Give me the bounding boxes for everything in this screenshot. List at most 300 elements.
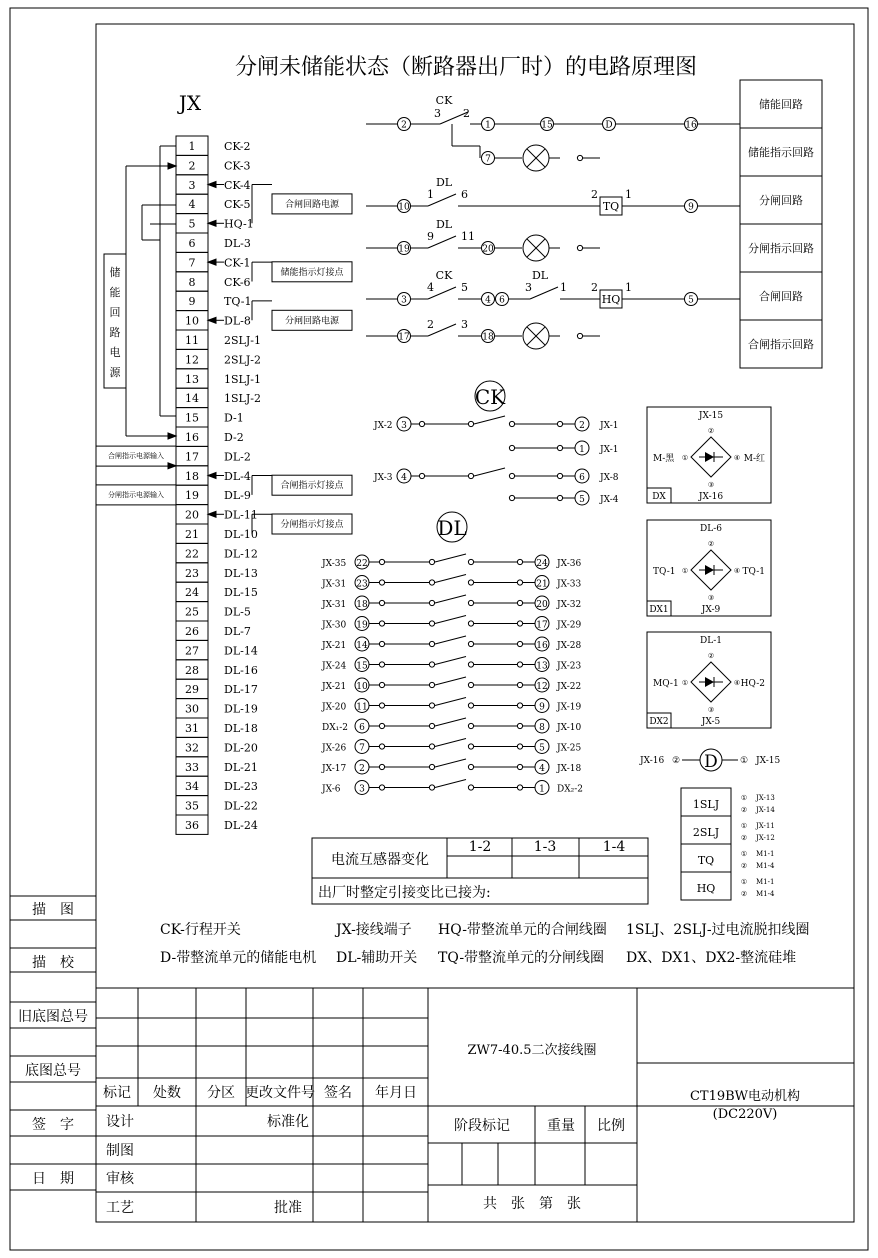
jx-terminal-label: CK-4 [224, 178, 251, 192]
bridge-pin: ④ [733, 679, 741, 687]
jx-terminal-number: 32 [185, 741, 199, 755]
contact-point [577, 245, 582, 250]
contact-point [557, 445, 562, 450]
contact-point [379, 600, 384, 605]
bridge-bottom-label: JX-9 [701, 605, 721, 615]
bridge-tag: DX1 [649, 605, 669, 615]
tb-approve: 批准 [274, 1200, 302, 1216]
frame [10, 8, 868, 1250]
tb-standard: 标准化 [267, 1114, 309, 1130]
label: 1 [625, 188, 632, 201]
tb-review: 审核 [106, 1171, 134, 1187]
jx-terminal-label: DL-21 [224, 760, 258, 774]
jx-terminal-label: DL-9 [224, 489, 251, 503]
label: 2 [591, 281, 598, 294]
jx-label: JX [178, 91, 202, 115]
jx-terminal-number: 11 [185, 334, 199, 347]
label: DL [435, 218, 453, 231]
terminal-node-label: 2 [401, 120, 407, 131]
tb-stage: 阶段标记 [454, 1118, 510, 1134]
ct-note: 出厂时整定引接变比已接为: [318, 885, 491, 901]
jx-terminal-number: 4 [188, 198, 196, 212]
dl-row-right-label: JX-28 [557, 641, 582, 651]
terminal-node-label: 10 [398, 202, 410, 213]
switch-blade [435, 677, 466, 685]
jx-terminal-label: DL-4 [224, 469, 251, 483]
dl-left-node-label: 18 [356, 600, 368, 610]
label: DL [531, 269, 549, 282]
contact-point [429, 682, 434, 687]
circuit-right-label: 合闸回路 [759, 290, 803, 303]
bridge-top-label: DL-1 [700, 636, 722, 646]
jx-terminal-number: 14 [185, 392, 199, 406]
ck-switch-label: CK [474, 385, 506, 409]
side-label-strip [10, 896, 96, 1190]
terminal-node-label: 5 [688, 295, 694, 306]
dl-row-right-label: JX-29 [557, 620, 582, 631]
ck-row-right-label: JX-1 [600, 445, 619, 455]
contact-point [468, 764, 473, 769]
jx-terminal-number: 26 [185, 625, 199, 638]
tb-header-zone: 分区 [207, 1085, 235, 1101]
ck-row-right-label: JX-1 [600, 421, 619, 431]
dl-right-node-label: 21 [536, 579, 548, 590]
bridge-left-label: MQ-1 [653, 679, 679, 689]
jx-terminal-number: 12 [185, 353, 199, 367]
bridge-top-label: JX-15 [698, 411, 724, 421]
terminal-node-label: 6 [499, 295, 505, 306]
motor-right-label: JX-15 [756, 756, 781, 766]
ck-right-node-label: 5 [579, 495, 585, 505]
terminal-node-label: 19 [398, 244, 410, 255]
relay-name: TQ [697, 854, 715, 867]
switch-blade [530, 287, 558, 299]
jx-terminal-number: 28 [185, 663, 199, 677]
legend [160, 921, 810, 966]
label: 5 [461, 281, 468, 294]
jx-terminal-label: CK-5 [224, 198, 251, 212]
label: 2 [591, 188, 598, 201]
label: TQ [602, 200, 620, 213]
contact-point [509, 495, 514, 500]
terminal-node-label: 4 [485, 295, 491, 306]
jx-terminal-number: 29 [185, 683, 199, 697]
drawing-title: 分闸未储能状态（断路器出厂时）的电路原理图 [234, 55, 698, 80]
dl-switch-label: DL [437, 516, 467, 540]
contact-point [468, 559, 473, 564]
dl-right-node-label: 9 [539, 702, 545, 713]
switch-blade [435, 636, 466, 644]
circuit-right-label: 储能指示回路 [748, 146, 814, 159]
dl-left-node-label: 19 [356, 620, 368, 631]
jx-terminal-label: DL-12 [224, 547, 258, 561]
bridge-pin: ③ [707, 481, 715, 489]
contact-point [429, 662, 434, 667]
title-block [96, 988, 854, 1222]
contact-point [379, 723, 384, 728]
jx-note-text: 储能指示灯接点 [280, 267, 344, 278]
label: CK [435, 94, 453, 107]
jx-terminal-number: 30 [185, 702, 199, 716]
contact-point [557, 473, 562, 478]
jx-terminal-number: 33 [185, 760, 199, 774]
jx-terminal-label: DL-3 [224, 237, 251, 250]
dl-row-right-label: JX-22 [557, 682, 582, 692]
bridge-right-label: M-红 [743, 454, 765, 464]
bridge-right-label: HQ-2 [740, 679, 765, 689]
tb-drawing-name: ZW7-40.5二次接线圈 [467, 1043, 597, 1058]
dl-row-left-label: JX-35 [322, 559, 347, 569]
switch-blade [435, 554, 466, 562]
wire-arrow [168, 163, 176, 169]
dl-right-node-label: 1 [539, 784, 545, 795]
jx-terminal-label: DL-15 [224, 586, 258, 600]
contact-point [517, 662, 522, 667]
jx-note-text: 分闸回路电源 [284, 316, 340, 327]
ck-row-left-label: JX-3 [374, 473, 393, 483]
contact-point [429, 641, 434, 646]
rectifier-bridges [647, 407, 771, 728]
tb-header-change: 更改文件号 [245, 1085, 315, 1101]
contact-point [517, 600, 522, 605]
jx-terminal-number: 8 [188, 275, 196, 289]
jx-terminal-number: 19 [185, 489, 199, 503]
contact-point [517, 621, 522, 626]
dl-left-node-label: 7 [359, 743, 365, 754]
jx-terminal-number: 16 [185, 431, 199, 444]
dl-row-right-label: JX-10 [557, 723, 582, 733]
ct-col-1-3: 1-3 [533, 839, 557, 855]
bridge-left-label: TQ-1 [653, 567, 676, 577]
legend-dl: DL-辅助开关 [336, 950, 418, 966]
jx-terminal-number: 7 [188, 256, 196, 270]
dl-row-left-label: JX-24 [322, 661, 347, 672]
source-box-char: 源 [109, 366, 121, 379]
ct-col-1-2: 1-2 [468, 839, 492, 855]
jx-note-text: 合闸回路电源 [284, 199, 340, 210]
contact-point [379, 744, 384, 749]
relay-coil-table [681, 788, 775, 900]
bridge-bottom-label: JX-5 [701, 717, 721, 727]
switch-blade [435, 698, 466, 706]
jx-terminal-label: DL-2 [224, 450, 251, 464]
jx-left-note-text: 分闸指示电源输入 [108, 490, 164, 499]
relay-pin-a: M1-1 [756, 878, 775, 886]
tb-drafting: 制图 [106, 1143, 134, 1159]
jx-terminal-label: TQ-1 [224, 295, 252, 309]
contact-point [577, 333, 582, 338]
bridge-pin: ④ [733, 454, 741, 462]
jx-terminal-label: DL-19 [224, 702, 258, 716]
source-box-char: 回 [109, 306, 121, 319]
circuit-right-label: 合闸指示回路 [748, 338, 814, 351]
jx-terminal-number: 25 [185, 605, 199, 619]
bridge-pin: ② [707, 540, 715, 548]
jx-terminal-number: 5 [188, 217, 196, 231]
contact-point [468, 744, 473, 749]
contact-point [379, 764, 384, 769]
side-date: 日 期 [32, 1171, 74, 1187]
dl-row-right-label: JX-19 [557, 702, 582, 713]
dl-left-node-label: 10 [356, 682, 368, 692]
motor-right-pin: ① [739, 756, 749, 766]
contact-point [517, 723, 522, 728]
jx-terminal-label: DL-13 [224, 566, 258, 580]
contact-point [468, 580, 473, 585]
relay-pin: ② [740, 890, 748, 898]
wire-arrow [208, 317, 216, 323]
dl-row-right-label: JX-18 [557, 764, 582, 774]
legend-jx: JX-接线端子 [336, 922, 412, 938]
jx-terminal-number: 22 [185, 547, 199, 561]
bridge-pin: ② [707, 427, 715, 435]
label: 3 [461, 318, 468, 331]
jx-terminal-number: 35 [185, 799, 199, 813]
bridge-left-label: M-黑 [653, 454, 675, 464]
ck-right-node-label: 2 [579, 421, 585, 431]
switch-blade [435, 575, 466, 583]
dl-right-node-label: 13 [536, 661, 548, 672]
jx-terminal-label: DL-14 [224, 644, 258, 658]
relay-pin-b: M1-4 [756, 862, 775, 870]
source-box-char: 路 [109, 326, 121, 339]
motor-symbol [639, 749, 780, 772]
dl-right-node-label: 16 [536, 641, 548, 651]
ct-col-1-4: 1-4 [602, 839, 626, 855]
label: 11 [461, 230, 475, 243]
jx-terminal-label: DL-11 [224, 508, 258, 522]
jx-terminal-number: 9 [188, 295, 196, 309]
terminal-node-label: 15 [541, 120, 553, 131]
dl-row-right-label: JX-32 [557, 600, 582, 610]
contact-point [468, 473, 473, 478]
contact-point [517, 703, 522, 708]
contact-point [429, 559, 434, 564]
circuit-right-label: 储能回路 [759, 98, 803, 111]
bridge-bottom-label: JX-16 [698, 492, 724, 502]
switch-blade [435, 616, 466, 624]
jx-note-text: 分闸指示灯接点 [280, 520, 344, 530]
relay-pin: ② [740, 862, 748, 870]
jx-terminal-label: CK-1 [224, 256, 251, 270]
dl-row-left-label: JX-31 [322, 579, 347, 590]
relay-pin-b: JX-14 [756, 806, 775, 814]
contact-point [517, 641, 522, 646]
contact-point [517, 764, 522, 769]
tb-weight: 重量 [547, 1118, 575, 1134]
source-box-char: 电 [109, 346, 121, 359]
terminal-node-label: 20 [482, 244, 494, 255]
relay-pin: ② [740, 806, 748, 814]
label: 9 [427, 230, 434, 243]
jx-terminal-number: 10 [185, 314, 199, 328]
relay-name: HQ [696, 882, 716, 895]
switch-blade [435, 739, 466, 747]
tb-product: CT19BW电动机构 [689, 1089, 801, 1104]
legend-ck: CK-行程开关 [160, 922, 241, 938]
dl-row-right-label: JX-25 [557, 743, 582, 754]
contact-point [429, 621, 434, 626]
ck-right-node-label: 1 [579, 445, 585, 455]
jx-terminal-number: 17 [185, 450, 199, 464]
terminal-node-label: 7 [485, 154, 491, 165]
dl-left-node-label: 22 [356, 559, 368, 569]
motor-left-pin: ② [671, 756, 681, 766]
bridge-pin: ① [681, 567, 689, 575]
bridge-top-label: DL-6 [700, 524, 722, 534]
ct-label: 电流互感器变化 [331, 852, 429, 868]
dl-row-left-label: JX-6 [322, 784, 341, 795]
switch-blade [435, 718, 466, 726]
dl-row-left-label: DX₁-2 [322, 723, 348, 733]
source-box-char: 储 [109, 266, 121, 279]
dl-left-node-label: 11 [356, 702, 368, 713]
label: 2 [463, 107, 470, 120]
jx-terminal-label: DL-17 [224, 683, 258, 697]
bridge-tag: DX [652, 492, 666, 502]
jx-left-note-text: 合闸指示电源输入 [108, 452, 164, 461]
ck-row-right-label: JX-4 [600, 495, 619, 505]
bridge-right-label: TQ-1 [742, 567, 765, 577]
jx-terminal-number: 15 [185, 411, 199, 425]
dl-right-node-label: 12 [536, 682, 548, 692]
contact-point [429, 785, 434, 790]
terminal-node-label: 1 [485, 120, 491, 131]
label: 3 [434, 107, 441, 120]
label: 6 [461, 188, 468, 201]
contact-point [429, 600, 434, 605]
dl-row-left-label: JX-21 [322, 682, 347, 692]
label: 2 [427, 318, 434, 331]
jx-terminal-number: 27 [185, 644, 199, 658]
terminal-node-label: 18 [482, 332, 494, 343]
dl-row-left-label: JX-26 [322, 743, 347, 754]
jx-terminal-label: DL-8 [224, 314, 251, 328]
side-old-number: 旧底图总号 [18, 1009, 88, 1025]
relay-pin: ② [740, 834, 748, 842]
dl-switch-diagram [321, 512, 583, 795]
dl-row-right-label: DX₂-2 [557, 784, 583, 795]
tb-header-date: 年月日 [375, 1085, 417, 1101]
side-check: 描 校 [32, 955, 74, 971]
dl-row-left-label: JX-17 [322, 764, 347, 774]
contact-point [379, 580, 384, 585]
dl-right-node-label: 20 [536, 600, 548, 610]
dl-left-node-label: 2 [359, 764, 365, 774]
label: 1 [625, 281, 632, 294]
bridge-pin: ④ [733, 567, 741, 575]
circuit-right-label: 分闸指示回路 [748, 242, 814, 255]
contact-point [468, 600, 473, 605]
jx-terminal-number: 2 [188, 159, 196, 173]
jx-terminal-number: 23 [185, 566, 199, 580]
contact-point [379, 662, 384, 667]
label: 4 [427, 281, 434, 294]
contact-point [379, 785, 384, 790]
label: 1 [560, 281, 567, 294]
jx-terminal-label: DL-22 [224, 799, 258, 813]
switch-blade [435, 759, 466, 767]
tb-sheets: 共 张 第 张 [483, 1196, 581, 1212]
schematic-circuits [366, 80, 822, 368]
terminal-node-label: 9 [688, 202, 694, 213]
jx-terminal-number: 36 [185, 819, 199, 832]
switch-blade [435, 595, 466, 603]
contact-point [419, 421, 424, 426]
contact-point [517, 682, 522, 687]
circuit-right-label: 分闸回路 [759, 194, 803, 207]
tb-process: 工艺 [106, 1200, 134, 1216]
dl-left-node-label: 6 [359, 723, 365, 733]
contact-point [468, 682, 473, 687]
contact-point [468, 785, 473, 790]
jx-terminal-number: 31 [185, 722, 199, 735]
contact-point [517, 744, 522, 749]
bridge-pin: ② [707, 652, 715, 660]
jx-terminal-label: CK-2 [224, 140, 251, 153]
contact-point [379, 559, 384, 564]
tb-scale: 比例 [597, 1118, 625, 1134]
wire-arrow [208, 182, 216, 188]
relay-pin-b: JX-12 [756, 834, 775, 842]
tb-header-mark: 标记 [103, 1085, 131, 1101]
switch-blade [474, 416, 505, 424]
tb-header-sign: 签名 [324, 1085, 352, 1101]
jx-terminal-label: 2SLJ-2 [224, 353, 261, 367]
wire-arrow [208, 511, 216, 517]
wire-arrow [208, 259, 216, 265]
legend-d: D-带整流单元的储能电机 [160, 950, 317, 966]
contact-point [468, 723, 473, 728]
jx-terminal-label: DL-23 [224, 780, 258, 794]
wire-arrow [208, 473, 216, 479]
bridge-tag: DX2 [649, 717, 669, 727]
jx-terminal-number: 13 [185, 372, 199, 386]
jx-terminal-number: 34 [185, 780, 199, 794]
jx-terminal-label: HQ-1 [224, 217, 254, 231]
ck-switch-diagram [373, 381, 619, 505]
switch-blade [435, 780, 466, 788]
contact-point [509, 421, 514, 426]
dl-row-right-label: JX-23 [557, 661, 582, 672]
tb-design: 设计 [106, 1114, 134, 1130]
dl-left-node-label: 3 [359, 784, 365, 795]
contact-point [468, 703, 473, 708]
relay-pin-a: M1-1 [756, 850, 775, 858]
ck-row-left-label: JX-2 [374, 421, 393, 431]
relay-pin: ① [740, 794, 748, 802]
jx-terminal-label: DL-5 [224, 605, 251, 619]
dl-row-right-label: JX-33 [557, 579, 582, 590]
legend-hq: HQ-带整流单元的合闸线圈 [438, 922, 607, 938]
jx-note-text: 合闸指示灯接点 [280, 481, 344, 492]
contact-point [557, 495, 562, 500]
jx-terminal-label: DL-20 [224, 741, 258, 755]
jx-terminal-label: DL-24 [224, 819, 258, 832]
contact-point [517, 559, 522, 564]
contact-point [379, 641, 384, 646]
contact-point [509, 445, 514, 450]
label: DL [435, 176, 453, 189]
dl-row-left-label: JX-30 [322, 620, 347, 631]
dl-row-left-label: JX-21 [322, 641, 347, 651]
legend-tq: TQ-带整流单元的分闸线圈 [438, 950, 605, 966]
bridge-pin: ① [681, 679, 689, 687]
terminal-node-label: 16 [685, 120, 697, 131]
dl-right-node-label: 17 [536, 620, 548, 631]
ck-left-node-label: 4 [401, 473, 407, 483]
contact-point [429, 580, 434, 585]
